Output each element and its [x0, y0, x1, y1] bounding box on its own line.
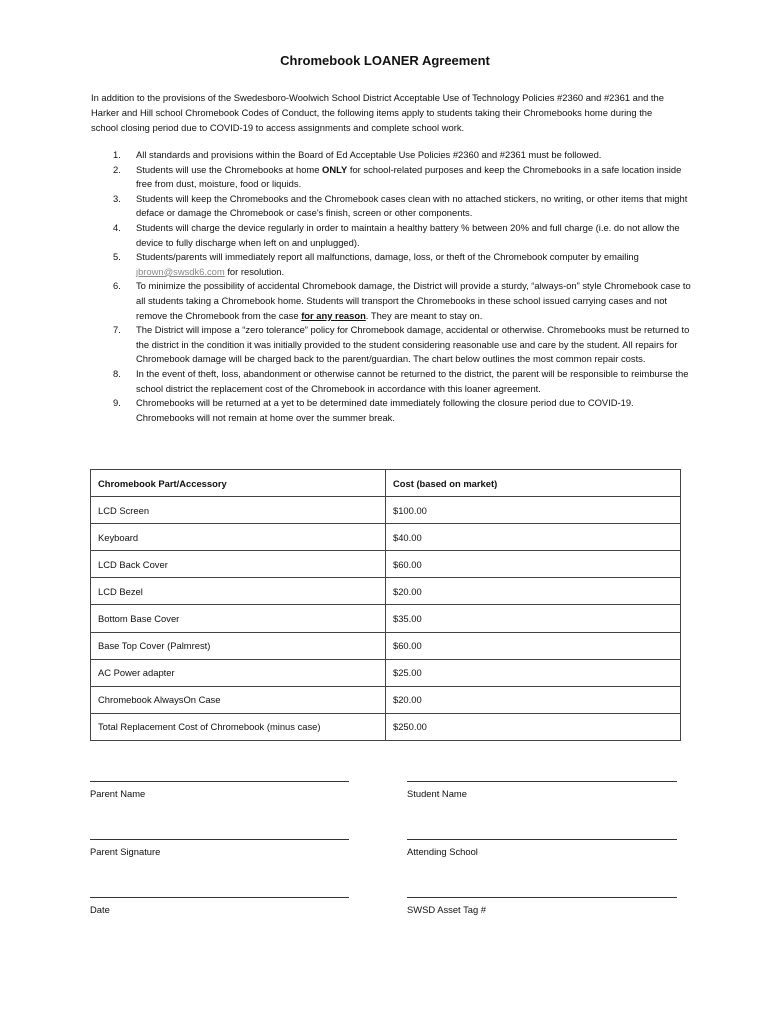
item-number: 5.	[113, 251, 121, 263]
signature-line	[407, 781, 677, 782]
cost-cell: $40.00	[386, 524, 681, 551]
intro-paragraph: In addition to the provisions of the Swedesboro-Woolwich School District Acceptable Use of Technology Policies #2360 and #2361 and the Harker and Hill school Chromebook Codes of Conduct, the following items apply to students taking their Chromebooks home during the school closing period due to COVID-19 to access assignments and complete school work.	[91, 92, 664, 133]
student-name-field[interactable]	[407, 781, 677, 799]
cost-cell: $25.00	[386, 659, 681, 686]
item-text: . They are meant to stay on.	[365, 309, 483, 321]
terms-list	[91, 148, 691, 425]
repair-cost-table	[90, 469, 681, 741]
item-number: 9.	[113, 397, 121, 409]
item-number: 3.	[113, 192, 121, 204]
part-cell: AC Power adapter	[91, 659, 386, 686]
list-item	[91, 192, 691, 221]
table-row	[91, 659, 681, 686]
part-cell: Base Top Cover (Palmrest)	[91, 632, 386, 659]
signature-line	[407, 839, 677, 840]
table-row	[91, 605, 681, 632]
list-item	[91, 323, 691, 367]
part-cell: Bottom Base Cover	[91, 605, 386, 632]
item-emphasis: for any reason	[301, 309, 366, 321]
cost-cell: $20.00	[386, 686, 681, 713]
table-row	[91, 578, 681, 605]
page-title: Chromebook LOANER Agreement	[280, 53, 490, 68]
part-cell: Chromebook AlwaysOn Case	[91, 686, 386, 713]
list-item	[91, 250, 691, 279]
date-label: Date	[90, 904, 110, 915]
item-number: 6.	[113, 280, 121, 292]
attending-school-label: Attending School	[407, 846, 478, 857]
item-number: 8.	[113, 367, 121, 379]
parent-signature-field[interactable]	[90, 839, 349, 857]
table-row	[91, 551, 681, 578]
attending-school-field[interactable]	[407, 839, 677, 857]
list-item	[91, 148, 691, 163]
parent-name-label: Parent Name	[90, 788, 146, 799]
list-item	[91, 279, 691, 323]
item-number: 2.	[113, 163, 121, 175]
item-number: 4.	[113, 221, 121, 233]
table-row	[91, 686, 681, 713]
date-field[interactable]	[90, 897, 349, 915]
table-header-row	[91, 470, 681, 497]
item-emphasis: ONLY	[322, 163, 348, 175]
asset-tag-label: SWSD Asset Tag #	[407, 904, 487, 915]
asset-tag-field[interactable]	[407, 897, 677, 915]
list-item	[91, 163, 691, 192]
cost-cell: $60.00	[386, 551, 681, 578]
part-cell: Keyboard	[91, 524, 386, 551]
item-text: Students will charge the device regularly in order to maintain a healthy battery % between 20% and full charge (i.e. do not allow the device to fully discharge when left on and unplugged).	[136, 221, 680, 248]
signature-line	[407, 897, 677, 898]
table-row	[91, 713, 681, 740]
item-text: To minimize the possibility of accidental Chromebook damage, the District will provide a sturdy, “always-on” style Chromebook case to all students taking a Chromebook home. Students will transport the Chromebooks in these school issued carrying cases and not remove the Chromebook from the case	[136, 280, 691, 321]
signature-line	[90, 839, 349, 840]
part-cell: LCD Screen	[91, 497, 386, 524]
table-row	[91, 632, 681, 659]
parent-name-field[interactable]	[90, 781, 349, 799]
cost-cell: $60.00	[386, 632, 681, 659]
item-text: The District will impose a “zero tolerance” policy for Chromebook damage, accidental or otherwise. Chromebooks must be returned to the district in the condition it was initially provided to the student considering reasonable use and care by the student. All repairs for Chromebook damage will be charged back to the parent/guardian. The chart below outlines the most common repair costs.	[136, 324, 690, 365]
item-text: Students will use the Chromebooks at home	[136, 163, 323, 175]
table-row	[91, 497, 681, 524]
item-text: for resolution.	[224, 265, 285, 277]
list-item	[91, 367, 691, 396]
list-item	[91, 221, 691, 250]
part-cell: Total Replacement Cost of Chromebook (minus case)	[91, 713, 386, 740]
item-text: for school-related purposes and keep the Chromebooks in a safe location inside free from dust, moisture, food or liquids.	[136, 163, 682, 190]
item-text: Students/parents will immediately report all malfunctions, damage, loss, or theft of the Chromebook computer by emailing	[136, 251, 639, 263]
table-row	[91, 524, 681, 551]
part-cell: LCD Bezel	[91, 578, 386, 605]
cost-cell: $100.00	[386, 497, 681, 524]
part-cell: LCD Back Cover	[91, 551, 386, 578]
parent-signature-label: Parent Signature	[90, 846, 161, 857]
item-number: 7.	[113, 324, 121, 336]
cost-cell: $35.00	[386, 605, 681, 632]
item-text: Chromebooks will be returned at a yet to be determined date immediately following the closure period due to COVID-19. Chromebooks will not remain at home over the summer break.	[136, 397, 634, 423]
item-number: 1.	[113, 149, 121, 160]
list-item	[91, 396, 691, 425]
student-name-label: Student Name	[407, 788, 467, 799]
item-text: In the event of theft, loss, abandonment or otherwise cannot be returned to the district, the parent will be responsible to reimburse the school district the replacement cost of the Chromebook in accordance with this loaner agreement.	[136, 367, 689, 394]
item-text: All standards and provisions within the Board of Ed Acceptable Use Policies #2360 and #2361 must be followed.	[136, 149, 602, 160]
cost-cell: $20.00	[386, 578, 681, 605]
signature-line	[90, 897, 349, 898]
column-header-cost: Cost (based on market)	[386, 470, 681, 497]
signature-line	[90, 781, 349, 782]
email-link[interactable]: jbrown@swsdk6.com	[136, 265, 225, 277]
cost-cell: $250.00	[386, 713, 681, 740]
item-text: Students will keep the Chromebooks and the Chromebook cases clean with no attached stickers, no writing, or other items that might deface or damage the Chromebook or case's finish, screen or other components.	[136, 192, 688, 219]
column-header-part: Chromebook Part/Accessory	[91, 470, 386, 497]
